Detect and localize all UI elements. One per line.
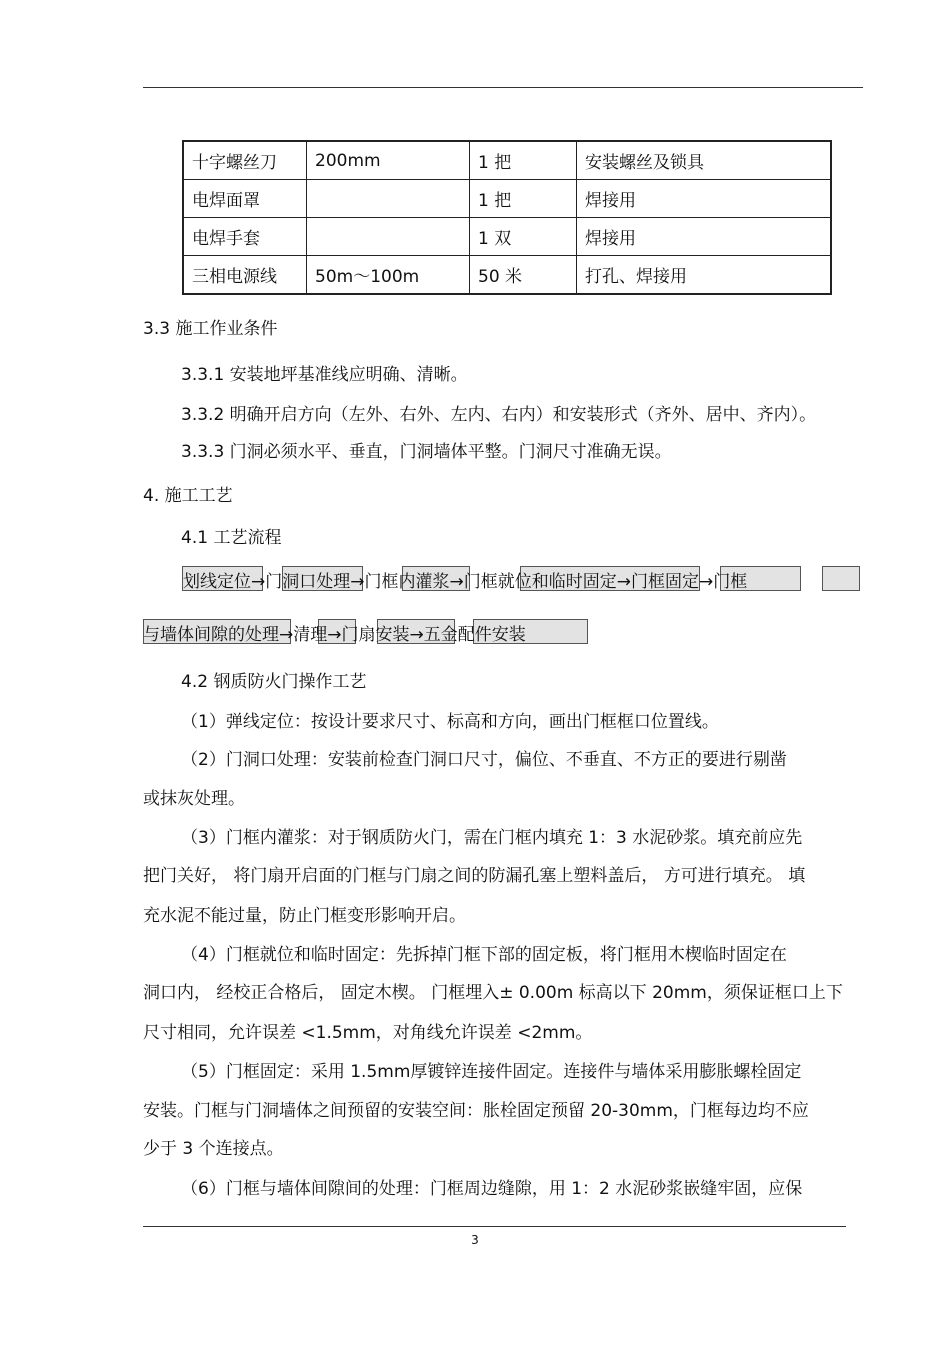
- body-line: （3）门框内灌浆：对于钢质防火门，需在门框内填充 1：3 水泥砂浆。填充前应先: [181, 828, 803, 848]
- table-cell: 200mm: [307, 141, 470, 180]
- condition-item-3-3-1: 3.3.1 安装地坪基准线应明确、清晰。: [181, 365, 468, 385]
- condition-item-3-3-2: 3.3.2 明确开启方向（左外、右外、左内、右内）和安装形式（齐外、居中、齐内）。: [181, 405, 817, 425]
- section-heading-4: 4. 施工工艺: [143, 486, 233, 506]
- table-cell: 安装螺丝及锁具: [577, 141, 832, 180]
- table-row: [183, 218, 831, 256]
- body-line: （4）门框就位和临时固定：先拆掉门框下部的固定板，将门框用木楔临时固定在: [181, 945, 787, 965]
- table-cell: 打孔、焊接用: [577, 256, 832, 295]
- table-cell: 1 把: [470, 141, 577, 180]
- table-cell: [307, 180, 470, 218]
- table-cell: 三相电源线: [183, 256, 307, 295]
- section-heading-3-3: 3.3 施工作业条件: [143, 319, 278, 339]
- flow-box: [822, 566, 860, 591]
- table-cell: 50m～100m: [307, 256, 470, 295]
- body-line: （1）弹线定位：按设计要求尺寸、标高和方向，画出门框框口位置线。: [181, 712, 719, 732]
- tools-table: [182, 140, 832, 295]
- body-line: 洞口内， 经校正合格后， 固定木楔。 门框埋入± 0.00m 标高以下 20mm，须保证框口上下: [143, 983, 843, 1003]
- table-row: [183, 256, 831, 295]
- table-row: [183, 180, 831, 218]
- table-cell: 电焊手套: [183, 218, 307, 256]
- body-line: （2）门洞口处理：安装前检查门洞口尺寸，偏位、不垂直、不方正的要进行剔凿: [181, 750, 787, 770]
- condition-item-3-3-3: 3.3.3 门洞必须水平、垂直，门洞墙体平整。门洞尺寸准确无误。: [181, 442, 672, 462]
- body-line: 尺寸相同，允许误差 <1.5mm，对角线允许误差 <2mm。: [143, 1023, 593, 1043]
- body-line: 少于 3 个连接点。: [143, 1139, 284, 1159]
- header-rule: [143, 87, 863, 88]
- table-cell: 1 双: [470, 218, 577, 256]
- body-line: （5）门框固定：采用 1.5mm厚镀锌连接件固定。连接件与墙体采用膨胀螺栓固定: [181, 1062, 802, 1082]
- subsection-heading-4-1: 4.1 工艺流程: [181, 528, 282, 548]
- table-cell: 50 米: [470, 256, 577, 295]
- body-line: （6）门框与墙体间隙间的处理：门框周边缝隙，用 1：2 水泥砂浆嵌缝牢固，应保: [181, 1179, 803, 1199]
- process-flow-line-2: 与墙体间隙的处理→清理→门扇安装→五金配件安装: [143, 625, 526, 645]
- process-flow-line-1: 划线定位→门洞口处理→门框内灌浆→门框就位和临时固定→门框固定→门框: [183, 572, 748, 592]
- table-cell: [307, 218, 470, 256]
- subsection-heading-4-2: 4.2 钢质防火门操作工艺: [181, 672, 367, 692]
- table-cell: 十字螺丝刀: [183, 141, 307, 180]
- table-cell: 焊接用: [577, 180, 832, 218]
- footer-rule: [143, 1226, 846, 1227]
- body-line: 安装。门框与门洞墙体之间预留的安装空间：胀栓固定预留 20-30mm，门框每边均不应: [143, 1101, 809, 1121]
- page-number: 3: [471, 1233, 479, 1247]
- body-line: 把门关好， 将门扇开启面的门框与门扇之间的防漏孔塞上塑料盖后， 方可进行填充。 填: [143, 866, 806, 886]
- body-line: 充水泥不能过量，防止门框变形影响开启。: [143, 906, 466, 926]
- table-cell: 焊接用: [577, 218, 832, 256]
- table-cell: 电焊面罩: [183, 180, 307, 218]
- table-row: [183, 141, 831, 180]
- table-cell: 1 把: [470, 180, 577, 218]
- body-line: 或抹灰处理。: [143, 789, 245, 809]
